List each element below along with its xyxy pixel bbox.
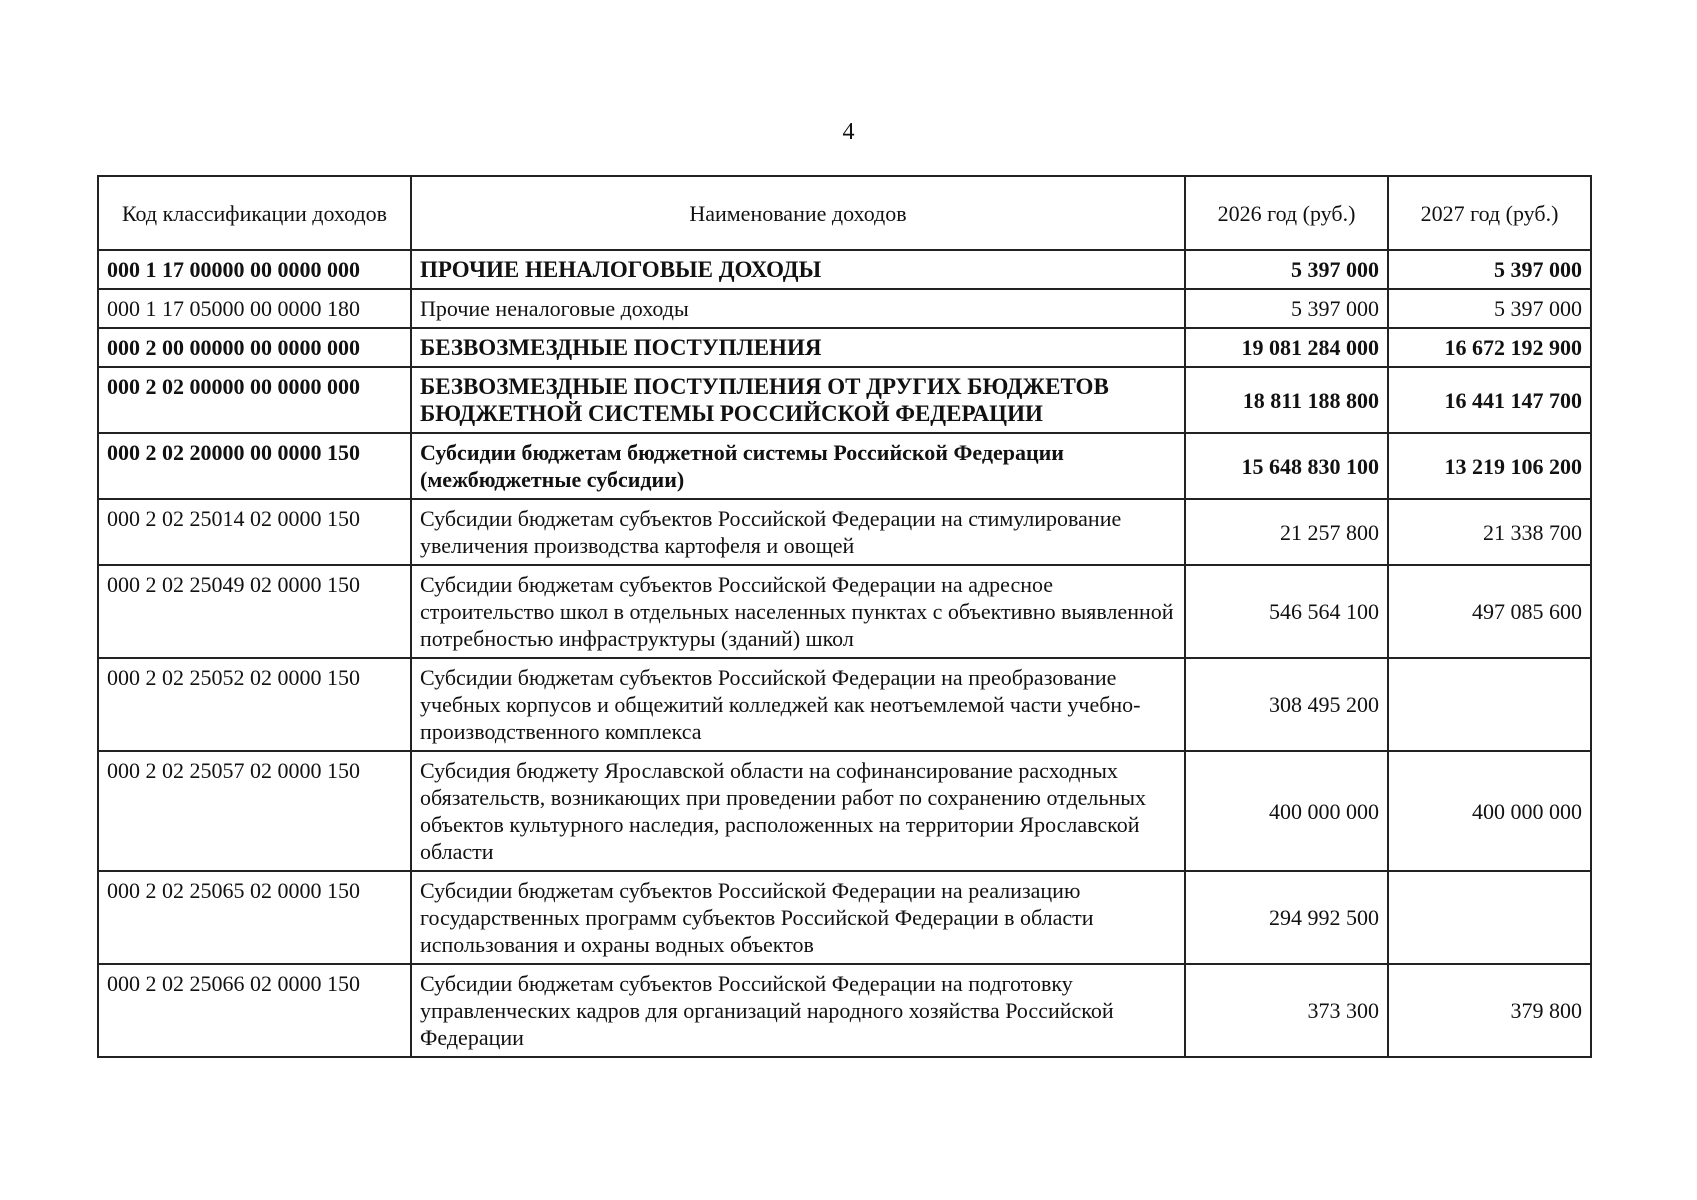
table-body [98,250,1591,1057]
row-value-2026: 5 397 000 [1185,250,1388,289]
row-value-2027: 497 085 600 [1388,565,1591,658]
revenue-table [97,175,1592,1058]
table-row [98,367,1591,433]
table-row [98,433,1591,499]
row-value-2027: 21 338 700 [1388,499,1591,565]
row-value-2027: 400 000 000 [1388,751,1591,871]
table-row [98,289,1591,328]
header-name: Наименование доходов [411,176,1185,250]
row-code: 000 1 17 05000 00 0000 180 [98,289,411,328]
row-name: Субсидии бюджетам субъектов Российской Федерации на стимулирование увеличения производства картофеля и овощей [411,499,1185,565]
row-value-2027: 16 441 147 700 [1388,367,1591,433]
table-row [98,328,1591,367]
row-value-2026: 5 397 000 [1185,289,1388,328]
table-row [98,250,1591,289]
row-value-2027: 5 397 000 [1388,250,1591,289]
row-name: БЕЗВОЗМЕЗДНЫЕ ПОСТУПЛЕНИЯ ОТ ДРУГИХ БЮДЖЕТОВ БЮДЖЕТНОЙ СИСТЕМЫ РОССИЙСКОЙ ФЕДЕРАЦИИ [411,367,1185,433]
row-name: Субсидии бюджетам субъектов Российской Федерации на подготовку управленческих кадров для организаций народного хозяйства Российской Федерации [411,964,1185,1057]
row-value-2026: 21 257 800 [1185,499,1388,565]
table-row [98,751,1591,871]
row-code: 000 2 02 25057 02 0000 150 [98,751,411,871]
row-name: Субсидии бюджетам субъектов Российской Федерации на реализацию государственных программ субъектов Российской Федерации в области использования и охраны водных объектов [411,871,1185,964]
header-row [98,176,1591,250]
row-value-2026: 400 000 000 [1185,751,1388,871]
header-year-2026: 2026 год (руб.) [1185,176,1388,250]
row-code: 000 2 02 25014 02 0000 150 [98,499,411,565]
table-row [98,565,1591,658]
row-value-2026: 373 300 [1185,964,1388,1057]
row-value-2026: 15 648 830 100 [1185,433,1388,499]
row-value-2026: 18 811 188 800 [1185,367,1388,433]
table-row [98,964,1591,1057]
row-value-2026: 19 081 284 000 [1185,328,1388,367]
row-code: 000 2 02 20000 00 0000 150 [98,433,411,499]
row-value-2027: 379 800 [1388,964,1591,1057]
row-name: Субсидии бюджетам субъектов Российской Федерации на преобразование учебных корпусов и общежитий колледжей как неотъемлемой части учебно-производственного комплекса [411,658,1185,751]
row-code: 000 2 02 25052 02 0000 150 [98,658,411,751]
row-value-2027: 5 397 000 [1388,289,1591,328]
row-name: Прочие неналоговые доходы [411,289,1185,328]
table-header [98,176,1591,250]
row-name: Субсидии бюджетам субъектов Российской Федерации на адресное строительство школ в отдельных населенных пунктах с объективно выявленной потребностью инфраструктуры (зданий) школ [411,565,1185,658]
row-value-2026: 546 564 100 [1185,565,1388,658]
row-value-2027 [1388,871,1591,964]
table-row [98,658,1591,751]
row-code: 000 2 02 25066 02 0000 150 [98,964,411,1057]
header-code: Код классификации доходов [98,176,411,250]
row-value-2026: 294 992 500 [1185,871,1388,964]
row-code: 000 2 02 00000 00 0000 000 [98,367,411,433]
row-code: 000 2 02 25049 02 0000 150 [98,565,411,658]
header-year-2027: 2027 год (руб.) [1388,176,1591,250]
row-code: 000 2 00 00000 00 0000 000 [98,328,411,367]
table-row [98,499,1591,565]
row-code: 000 2 02 25065 02 0000 150 [98,871,411,964]
row-name: ПРОЧИЕ НЕНАЛОГОВЫЕ ДОХОДЫ [411,250,1185,289]
row-name: Субсидии бюджетам бюджетной системы Российской Федерации (межбюджетные субсидии) [411,433,1185,499]
row-value-2027: 13 219 106 200 [1388,433,1591,499]
row-value-2027 [1388,658,1591,751]
row-code: 000 1 17 00000 00 0000 000 [98,250,411,289]
row-name: Субсидия бюджету Ярославской области на софинансирование расходных обязательств, возникающих при проведении работ по сохранению отдельных объектов культурного наследия, расположенных на территории Ярославской области [411,751,1185,871]
row-name: БЕЗВОЗМЕЗДНЫЕ ПОСТУПЛЕНИЯ [411,328,1185,367]
table-row [98,871,1591,964]
page-number: 4 [842,119,855,145]
row-value-2027: 16 672 192 900 [1388,328,1591,367]
row-value-2026: 308 495 200 [1185,658,1388,751]
